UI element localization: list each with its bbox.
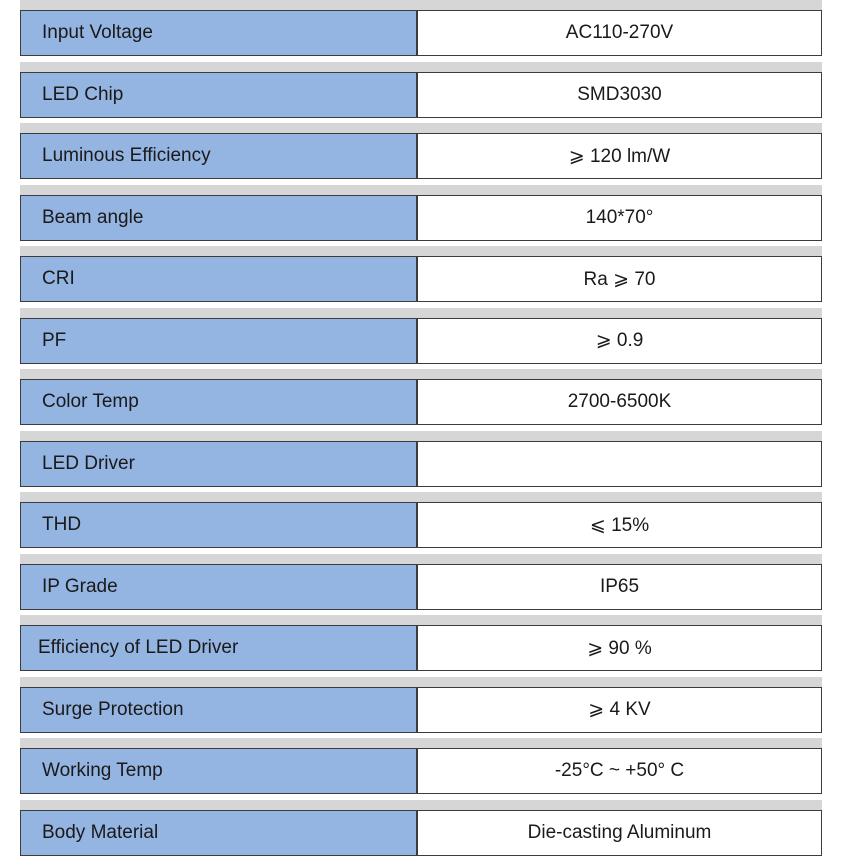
spec-label: IP Grade [20, 564, 417, 610]
spec-row-luminous-efficiency [0, 123, 845, 185]
spec-value: ⩾ 0.9 [417, 318, 822, 364]
row-separator [20, 554, 822, 564]
spec-label: Surge Protection [20, 687, 417, 733]
spec-label: LED Chip [20, 72, 417, 118]
spec-label: Luminous Efficiency [20, 133, 417, 179]
spec-value: 2700-6500K [417, 379, 822, 425]
spec-label: Color Temp [20, 379, 417, 425]
spec-row-cri [0, 246, 845, 308]
spec-value [417, 441, 822, 487]
row-separator [20, 62, 822, 72]
spec-value: SMD3030 [417, 72, 822, 118]
spec-row-working-temp [0, 738, 845, 800]
spec-value: Ra ⩾ 70 [417, 256, 822, 302]
row-separator [20, 369, 822, 379]
row-separator [20, 185, 822, 195]
spec-row-driver-efficiency [0, 615, 845, 677]
row-separator [20, 615, 822, 625]
spec-row-thd [0, 492, 845, 554]
spec-row-led-driver [0, 431, 845, 493]
spec-label: Beam angle [20, 195, 417, 241]
spec-label: Working Temp [20, 748, 417, 794]
spec-label: LED Driver [20, 441, 417, 487]
spec-value: Die-casting Aluminum [417, 810, 822, 856]
spec-row-color-temp [0, 369, 845, 431]
spec-value: 140*70° [417, 195, 822, 241]
spec-label: Body Material [20, 810, 417, 856]
spec-label: CRI [20, 256, 417, 302]
spec-row-ip-grade [0, 554, 845, 616]
row-separator [20, 738, 822, 748]
spec-value: -25°C ~ +50° C [417, 748, 822, 794]
spec-value: ⩽ 15% [417, 502, 822, 548]
spec-row-pf [0, 308, 845, 370]
spec-label: Input Voltage [20, 10, 417, 56]
row-separator [20, 431, 822, 441]
spec-row-beam-angle [0, 185, 845, 247]
spec-value: ⩾ 4 KV [417, 687, 822, 733]
spec-row-led-chip [0, 62, 845, 124]
row-separator [20, 123, 822, 133]
spec-label: THD [20, 502, 417, 548]
spec-row-body-material [0, 800, 845, 862]
row-separator [20, 677, 822, 687]
row-separator [20, 0, 822, 10]
spec-row-surge-protection [0, 677, 845, 739]
spec-value: ⩾ 120 lm/W [417, 133, 822, 179]
spec-value: ⩾ 90 % [417, 625, 822, 671]
spec-label: Efficiency of LED Driver [20, 625, 417, 671]
spec-value: AC110-270V [417, 10, 822, 56]
row-separator [20, 492, 822, 502]
row-separator [20, 246, 822, 256]
spec-label: PF [20, 318, 417, 364]
row-separator [20, 308, 822, 318]
row-separator [20, 800, 822, 810]
spec-row-input-voltage [0, 0, 845, 62]
spec-value: IP65 [417, 564, 822, 610]
